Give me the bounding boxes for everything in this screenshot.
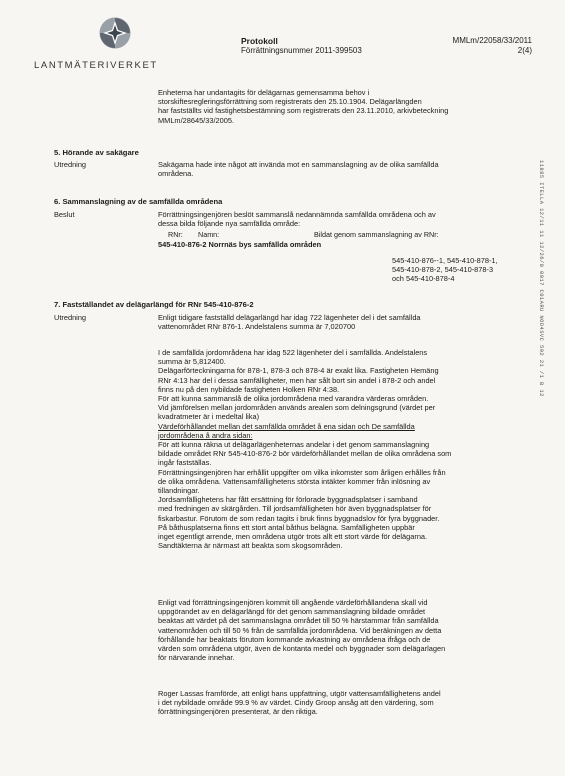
text-line: Jordsamfällighetens har fått ersättning för förlorade byggnadsplatser i samband (158, 495, 418, 505)
text-line: Sandtäkterna är närmast att beakta som skogsområden. (158, 541, 343, 551)
text-line: de olika områdena. Vattensamfällighetens största intäkter kommer från inlösning av (158, 476, 431, 486)
page-number: 2(4) (517, 46, 532, 55)
col-rnr: RNr: (168, 230, 183, 239)
text-line: i det nybildade område 99.9 % av värdet. Cindy Groop ansåg att den värdering, som (158, 698, 434, 708)
section-6-text (158, 210, 526, 228)
text-line: summa är 5,812400. (158, 357, 226, 367)
doc-header (241, 36, 362, 56)
text-line: beaktas att värdet på det sammanslagna området till 50 % härstammar från samfällda (158, 616, 439, 626)
section-5-heading: 5. Hörande av sakägare (54, 148, 139, 157)
margin-stamp-text: 11885 ITELLA 12/11 11 12/26/0 0017 C01ARU NOD4SVC 592 21 /1 B 12 (538, 160, 545, 397)
text-line: storskiftesregleringsförrättning som registrerats den 25.10.1904. Delägarlängden (158, 97, 422, 107)
text-line: För att kunna sammanslå de olika jordområdena med varandra värderas områden. (158, 394, 429, 404)
section-7-paragraph-5 (158, 689, 526, 717)
doc-reference-block (453, 36, 532, 56)
text-line: Vid jämförelsen mellan jordområden används arealen som delningsgrund (värdet per (158, 403, 436, 413)
section-7-text (158, 313, 526, 331)
section-6-heading: 6. Sammanslagning av de samfällda områdena (54, 197, 223, 206)
text-line: vattenområdet RNr 876-1. Andelstalens summa är 7,020700 (158, 322, 356, 332)
text-line: för närvarande innehar. (158, 653, 235, 663)
margin-stamp (536, 160, 548, 430)
new-area-name: 545-410-876-2 Norrnäs bys samfällda områden (158, 240, 322, 249)
text-line: fiskarbastur. Förutom de som redan tagits i bruk finns byggnadslov för fyra byggnader. (158, 513, 440, 523)
text-line: värden som områdena utgör, även de kontanta medel och byggnader som delägarlagen (158, 644, 446, 654)
intro-paragraph (158, 88, 526, 125)
section-6-label: Beslut (54, 210, 75, 219)
section-5-label: Utredning (54, 160, 87, 169)
underlined-line: jordområdena å andra sidan: (158, 430, 253, 440)
underlined-line: Värdeförhållandet mellan det samfällda området å ena sidan och De samfällda (158, 421, 415, 431)
text-line: Enheterna har undantagits för delägarnas gemensamma behov i (158, 88, 370, 97)
text-line: ingår fastställas. (158, 458, 212, 468)
section-5-text (158, 160, 526, 178)
doc-title: Protokoll (241, 36, 278, 46)
text-line: förhållande har beaktats förutom kommande avkastning av områdena ifråga och de (158, 634, 431, 644)
text-line: finns nu på den nybildade fastigheten Holken RNr 4:38. (158, 384, 340, 394)
text-line: 545-410-876--1, 545-410-878-1, (392, 256, 498, 265)
section-7-paragraph-4 (158, 598, 526, 662)
text-line: Roger Lassas framförde, att enligt hans uppfattning, utgör vattensamfällighetens andel (158, 689, 441, 698)
text-line: Delägarförteckningarna för 878-1, 878-3 och 878-4 är exakt lika. Fastigheten Hemäng (158, 366, 439, 376)
text-line: Enligt vad förrättningsingenjören kommit till angående värdeförhållandena skall vid (158, 598, 428, 607)
text-line: och 545-410-878-4 (392, 274, 455, 284)
org-name: LANTMÄTERIVERKET (34, 60, 158, 71)
col-formed: Bildat genom sammanslagning av RNr: (314, 230, 439, 239)
text-line: inget egentligt arrende, men områdena utgör trots allt ett stort värde för delägarna. (158, 532, 428, 542)
col-name: Namn: (198, 230, 220, 239)
merged-areas (392, 256, 498, 284)
text-line: Förrättningsingenjören beslöt sammanslå nedannämnda samfällda områdena och av (158, 210, 436, 219)
text-line: Enligt tidigare fastställd delägarlängd har idag 722 lägenheter del i det samfällda (158, 313, 421, 322)
text-line: dessa bilda följande nya samfällda område: (158, 219, 301, 229)
text-line: områdena. (158, 169, 194, 179)
text-line: Sakägarna hade inte något att invända mot en sammanslagning av de olika samfällda (158, 160, 439, 169)
text-line: 545-410-878-2, 545-410-878-3 (392, 265, 494, 275)
section-7-heading: 7. Fastställandet av delägarlängd för RNr 545-410-876-2 (54, 300, 254, 309)
text-line: vattenområden och till 50 % från de samfällda jordområdena. Vid beräkningen av detta (158, 625, 442, 635)
text-line: uppgörandet av en delägarlängd för det genom sammanslagning bildade området (158, 607, 426, 617)
text-line: bildade området RNr 545-410-876-2 bör värdeförhållandet mellan de olika områdena som (158, 449, 452, 459)
text-line: förrättningsingenjören presenterat, är den riktiga. (158, 707, 318, 717)
text-line: tillandningar. (158, 486, 200, 496)
text-line: Förrättningsingenjören har erhållit uppgifter om vilka inkomster som årligen erhålles från (158, 467, 446, 477)
section-7-label: Utredning (54, 313, 87, 322)
text-line: har fastställts vid fastighetsbestämning som registrerats den 23.11.2010, arkivbeteckning (158, 106, 449, 116)
text-line: kvadratmeter är i medeltal lika) (158, 412, 260, 422)
text-line: med fredningen av skärgården. Till jordsamfälligheten hör även byggnadsplatser för (158, 504, 432, 514)
compass-logo-icon (98, 16, 132, 50)
text-line: RNr 4:13 har del i dessa samfälligheter, men har sålt bort sin andel i 878-2 och andel (158, 375, 436, 385)
text-line: För att kunna räkna ut delägarlägenheternas andelar i det genom sammanslagning (158, 440, 430, 450)
text-line: På båthusplatserna finns ett stort antal båthus belägna. Samfälligheten uppbär (158, 522, 415, 532)
text-line: I de samfällda jordområdena har idag 522 lägenheter del i samfällda. Andelstalens (158, 348, 428, 357)
text-line: MMLm/28645/33/2005. (158, 115, 235, 125)
section-7-paragraph-2 (158, 348, 526, 550)
doc-number: Förrättningsnummer 2011-399503 (241, 46, 362, 55)
doc-reference: MMLm/22058/33/2011 (452, 36, 532, 45)
rnr-table-header (168, 230, 439, 239)
